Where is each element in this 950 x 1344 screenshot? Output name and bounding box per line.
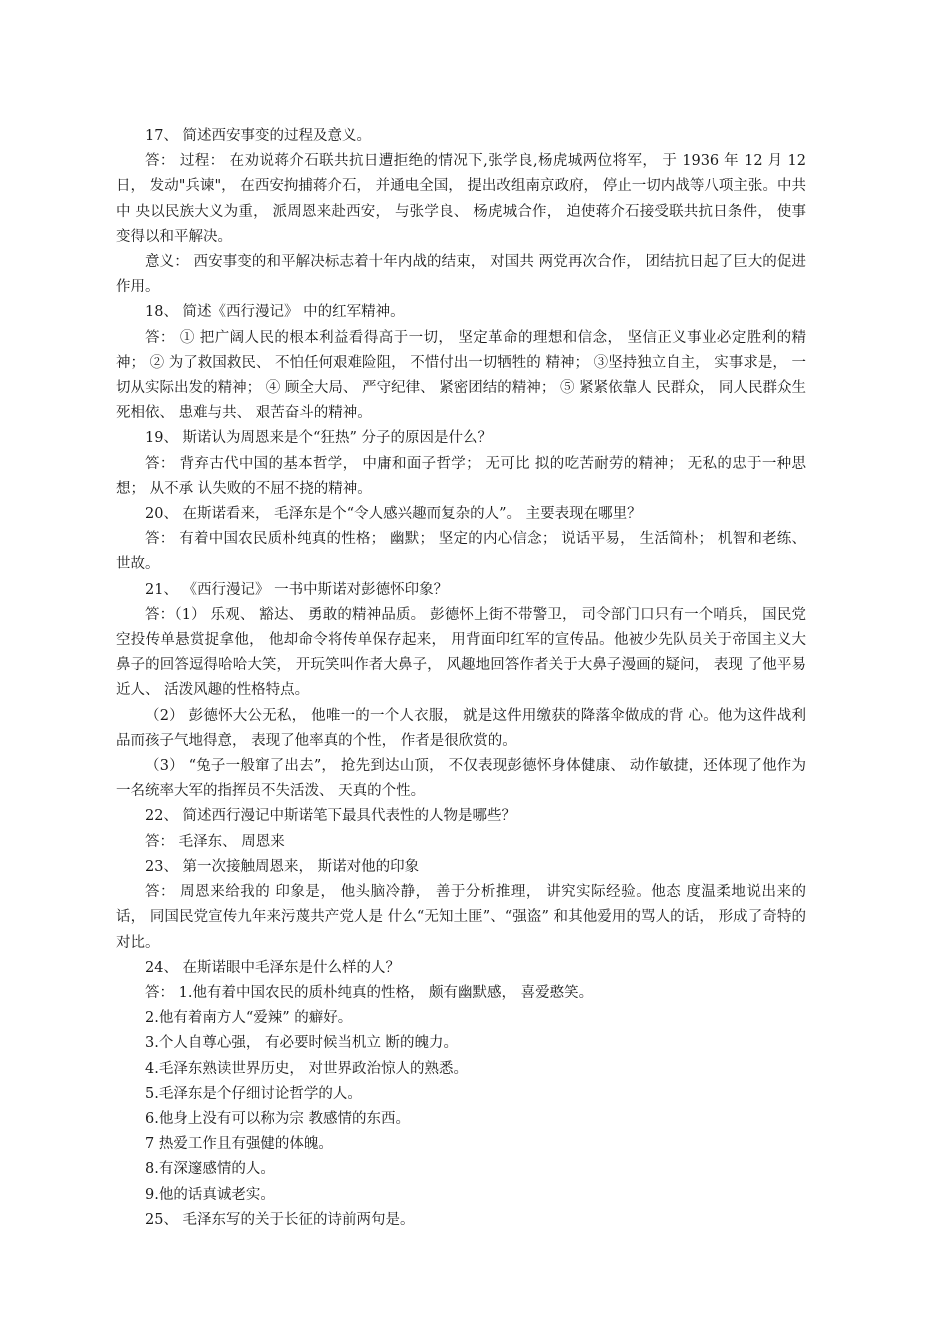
answer-24-item-8: 8.有深邃感情的人。 [145,1161,275,1178]
answer-24-item-2: 2.他有着南方人“爱辣” 的癖好。 [145,1010,353,1027]
question-23: 23、 第一次接触周恩来， 斯诺对他的印象 [145,858,420,875]
answer-24-item-6: 6.他身上没有可以称为宗 教感情的东西。 [145,1110,410,1127]
question-19: 19、 斯诺认为周恩来是个“狂热” 分子的原因是什么？ [145,430,492,447]
answer-22: 答： 毛泽东、 周恩来 [145,833,285,850]
answer-24-item-9: 9.他的话真诚老实。 [145,1186,275,1203]
answer-17-significance: 意义： 西安事变的和平解决标志着十年内战的结束， 对国共 两党再次合作， 团结抗日起了巨大的促进作用。 [116,254,806,296]
answer-24-item-1: 答： 1.他有着中国农民的质朴纯真的性格， 颇有幽默感， 喜爱憨笑。 [145,984,594,1001]
question-24: 24、 在斯诺眼中毛泽东是什么样的人？ [145,959,401,976]
question-21: 21、 《西行漫记》 一书中斯诺对彭德怀印象？ [145,581,449,598]
question-22: 22、 简述西行漫记中斯诺笔下最具代表性的人物是哪些？ [145,808,517,825]
answer-20: 答： 有着中国农民质朴纯真的性格； 幽默； 坚定的内心信念； 说话平易， 生活简朴； 机智和老练、 世故。 [116,531,806,573]
question-17: 17、 简述西安事变的过程及意义。 [145,128,372,144]
answer-24-item-7: 7 热爱工作且有强健的体魄。 [145,1136,333,1153]
answer-24-item-3: 3.个人自尊心强， 有必要时候当机立 断的魄力。 [145,1035,459,1052]
answer-21-part-3: （3） “兔子一般窜了出去”， 抢先到达山顶， 不仅表现彭德怀身体健康、 动作敏捷，还体现了他作为一名统率大军的指挥员不失活泼、 天真的个性。 [116,758,806,800]
question-25: 25、 毛泽东写的关于长征的诗前两句是。 [145,1211,415,1228]
answer-21-part-2: （2） 彭德怀大公无私， 他唯一的一个人衣服， 就是这件用缴获的降落伞做成的背 心。他为这件战利品而孩子气地得意， 表现了他率真的个性， 作者是很欣赏的。 [116,707,806,749]
question-20: 20、 在斯诺看来， 毛泽东是个“令人感兴趣而复杂的人”。 主要表现在哪里？ [145,506,642,523]
answer-24-item-4: 4.毛泽东熟读世界历史， 对世界政治惊人的熟悉。 [145,1060,468,1077]
answer-19: 答： 背弃古代中国的基本哲学， 中庸和面子哲学； 无可比 拟的吃苦耐劳的精神； 无私的忠于一种思想； 从不承 认失败的不屈不挠的精神。 [116,455,806,497]
answer-21-part-1: 答：（1） 乐观、 豁达、 勇敢的精神品质。 彭德怀上街不带警卫， 司令部门口只有一个哨兵， 国民党空投传单悬赏捉拿他， 他却命令将传单保存起来， 用背面印红军的宣传品。他被少先队员关于帝国主义大鼻子的回答逗得哈哈大笑， 开玩笑叫作者大鼻子， 风趣地回答作者关于大鼻子漫画的疑问， 表现 了他平易近人、 活泼风趣的性格特点。 [116,606,806,699]
answer-24-item-5: 5.毛泽东是个仔细讨论哲学的人。 [145,1085,362,1102]
answer-23: 答： 周恩来给我的 印象是， 他头脑冷静， 善于分析推理， 讲究实际经验。他态 度温柔地说出来的话， 同国民党宣传九年来污蔑共产党人是 什么“无知土匪”、“强盗” 和其他爱用的骂人的话， 形成了奇特的对比。 [116,884,806,951]
question-18: 18、 简述《西行漫记》 中的红军精神。 [145,304,405,321]
answer-17-process: 答： 过程： 在劝说蒋介石联共抗日遭拒绝的情况下,张学良,杨虎城两位将军， 于 1936 年 12 月 12 日， 发动"兵谏"， 在西安拘捕蒋介石， 并通电全国， 提出改组南京政府， 停止一切内战等八项主张。中共中 央以民族大义为重， 派周恩来赴西安， 与张学良、 杨虎城合作， 迫使蒋介石接受联共抗日条件， 使事变得以和平解决。 [116,153,806,245]
answer-18: 答： ① 把广阔人民的根本利益看得高于一切， 坚定革命的理想和信念， 坚信正义事业必定胜利的精神； ② 为了救国救民、 不怕任何艰难险阻， 不惜付出一切牺牲的 精神； ③坚持独立自主， 实事求是， 一切从实际出发的精神； ④ 顾全大局、 严守纪律、 紧密团结的精神； ⑤ 紧紧依靠人 民群众， 同人民群众生死相依、 患难与共、 艰苦奋斗的精神。 [116,329,806,422]
document-body [116,124,806,1233]
